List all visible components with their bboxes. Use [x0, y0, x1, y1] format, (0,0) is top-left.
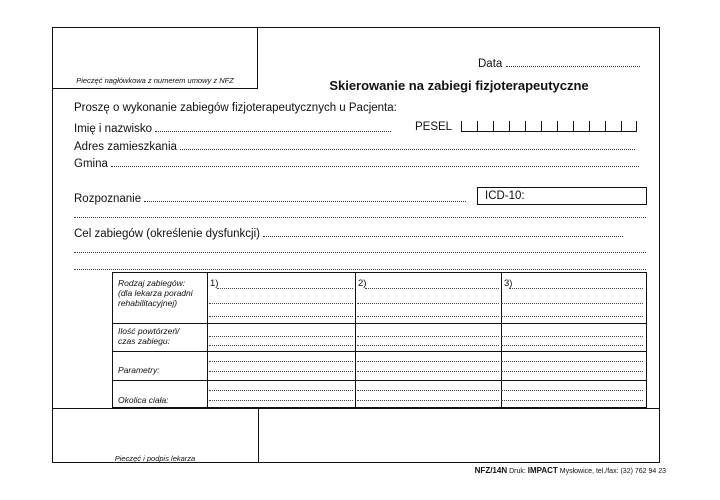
- commune-field[interactable]: [74, 156, 639, 170]
- table-writing-line[interactable]: [357, 390, 499, 391]
- icd10-label: ICD-10:: [485, 190, 525, 202]
- pesel-digit-box[interactable]: [493, 121, 509, 132]
- diagnosis-continuation-line[interactable]: [74, 217, 646, 218]
- pesel-digit-box[interactable]: [557, 121, 573, 132]
- treatment-table: [112, 272, 647, 408]
- table-writing-line[interactable]: [365, 288, 499, 289]
- icd10-field[interactable]: [477, 187, 647, 205]
- column-3-number: 3): [504, 278, 513, 289]
- pesel-digit-box[interactable]: [589, 121, 605, 132]
- table-writing-line[interactable]: [209, 400, 353, 401]
- purpose-continuation-line-2[interactable]: [74, 269, 646, 270]
- pesel-digit-box[interactable]: [525, 121, 541, 132]
- name-dots: [155, 121, 391, 132]
- printer-name: IMPACT: [527, 466, 558, 475]
- table-writing-line[interactable]: [209, 303, 353, 304]
- table-writing-line[interactable]: [209, 336, 353, 337]
- date-field[interactable]: [478, 56, 640, 70]
- table-writing-line[interactable]: [501, 316, 643, 317]
- name-label: Imię i nazwisko: [74, 123, 152, 135]
- print-label: Druk:: [509, 468, 526, 475]
- table-writing-line[interactable]: [357, 336, 499, 337]
- form-code: NFZ/14N: [474, 466, 508, 475]
- table-writing-line[interactable]: [357, 400, 499, 401]
- name-field[interactable]: [74, 121, 391, 135]
- table-writing-line[interactable]: [217, 288, 353, 289]
- table-writing-line[interactable]: [209, 361, 353, 362]
- purpose-label: Cel zabiegów (określenie dysfunkcji): [74, 228, 260, 240]
- pesel-label: PESEL: [415, 121, 453, 133]
- pesel-digit-box[interactable]: [461, 121, 477, 132]
- table-writing-line[interactable]: [357, 316, 499, 317]
- date-label: Data: [478, 58, 503, 70]
- form-title: Skierowanie na zabiegi fizjoterapeutyczne: [329, 78, 589, 93]
- table-writing-line[interactable]: [501, 361, 643, 362]
- doctor-stamp-caption: Pieczęć i podpis lekarza: [114, 454, 196, 463]
- table-writing-line[interactable]: [209, 390, 353, 391]
- table-writing-line[interactable]: [501, 371, 643, 372]
- pesel-digit-box[interactable]: [621, 121, 637, 132]
- row-treatment-label: Rodzaj zabiegów: (dla lekarza poradni rehabilitacyjnej): [118, 278, 193, 308]
- diagnosis-dots: [144, 191, 466, 202]
- table-writing-line[interactable]: [501, 303, 643, 304]
- printer-footer: [475, 466, 666, 475]
- purpose-field[interactable]: [74, 226, 623, 240]
- pesel-digit-box[interactable]: [541, 121, 557, 132]
- table-writing-line[interactable]: [209, 316, 353, 317]
- table-writing-line[interactable]: [501, 390, 643, 391]
- row-area-label: Okolica ciała:: [118, 395, 169, 405]
- address-dots: [180, 139, 635, 150]
- pesel-digit-box[interactable]: [509, 121, 525, 132]
- bottom-vertical-divider: [258, 408, 259, 463]
- table-writing-line[interactable]: [357, 371, 499, 372]
- table-writing-line[interactable]: [209, 371, 353, 372]
- commune-label: Gmina: [74, 158, 108, 170]
- column-2-number: 2): [358, 278, 367, 289]
- row-repeats-label: Ilość powtórzeń/ czas zabiegu:: [118, 326, 180, 346]
- table-writing-line[interactable]: [357, 345, 499, 346]
- pesel-digit-box[interactable]: [573, 121, 589, 132]
- diagnosis-field[interactable]: [74, 191, 466, 205]
- stamp-caption: Pieczęć nagłówkowa z numerem umowy z NFZ: [76, 76, 234, 85]
- table-writing-line[interactable]: [509, 288, 643, 289]
- pesel-digit-box[interactable]: [605, 121, 621, 132]
- purpose-continuation-line-1[interactable]: [74, 252, 646, 253]
- table-writing-line[interactable]: [357, 361, 499, 362]
- table-writing-line[interactable]: [501, 336, 643, 337]
- purpose-dots: [263, 226, 623, 237]
- date-dots: [506, 56, 640, 67]
- row-params-label: Parametry:: [118, 365, 160, 375]
- bottom-divider: [52, 408, 660, 409]
- table-writing-line[interactable]: [501, 345, 643, 346]
- commune-dots: [111, 156, 639, 167]
- pesel-input[interactable]: [461, 121, 637, 133]
- address-label: Adres zamieszkania: [74, 141, 177, 153]
- column-1-number: 1): [210, 278, 219, 289]
- table-writing-line[interactable]: [501, 400, 643, 401]
- printer-info: Mysłowice, tel./fax: (32) 762 94 23: [559, 468, 666, 475]
- pesel-digit-box[interactable]: [477, 121, 493, 132]
- table-writing-line[interactable]: [357, 303, 499, 304]
- diagnosis-label: Rozpoznanie: [74, 193, 142, 205]
- table-writing-line[interactable]: [209, 345, 353, 346]
- request-text: Proszę o wykonanie zabiegów fizjoterapeutycznych u Pacjenta:: [74, 102, 397, 114]
- address-field[interactable]: [74, 139, 635, 153]
